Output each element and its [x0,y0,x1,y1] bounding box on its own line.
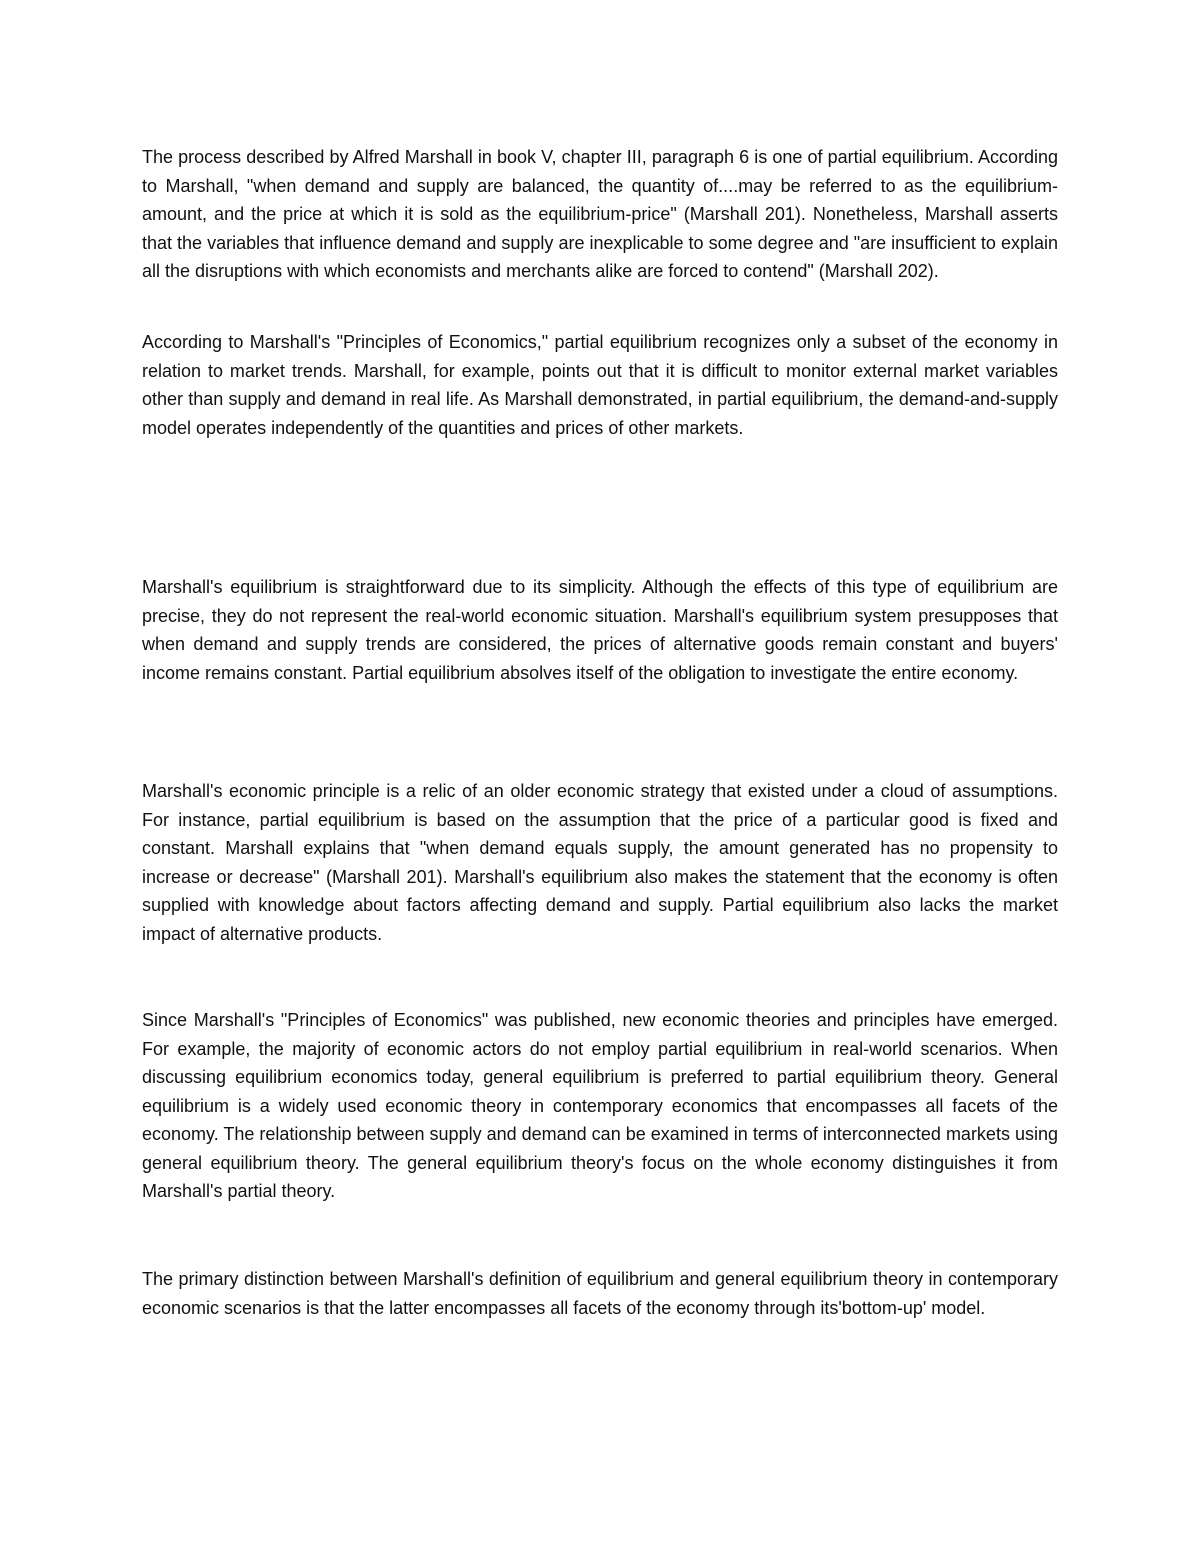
paragraph-partial-equilibrium-intro: The process described by Alfred Marshall in book V, chapter III, paragraph 6 is one of partial equilibrium. According to Marshall, "when demand and supply are balanced, the quantity of....may be referred to as the equilibrium-amount, and the price at which it is sold as the equilibrium-price" (Marshall 201). Nonetheless, Marshall asserts that the variables that influence demand and supply are inexplicable to some degree and "are insufficient to explain all the disruptions with which economists and merchants alike are forced to contend" (Marshall 202). [142,147,1058,281]
paragraph-general-equilibrium: Since Marshall's "Principles of Economics" was published, new economic theories and principles have emerged. For example, the majority of economic actors do not employ partial equilibrium in real-world scenarios. When discussing equilibrium economics today, general equilibrium is preferred to partial equilibrium theory. General equilibrium is a widely used economic theory in contemporary economics that encompasses all facets of the economy. The relationship between supply and demand can be examined in terms of interconnected markets using general equilibrium theory. The general equilibrium theory's focus on the whole economy distinguishes it from Marshall's partial theory. [142,1010,1058,1201]
paragraph-equilibrium-simplicity: Marshall's equilibrium is straightforward due to its simplicity. Although the effects of this type of equilibrium are precise, they do not represent the real-world economic situation. Marshall's equilibrium system presupposes that when demand and supply trends are considered, the prices of alternative goods remain constant and buyers' income remains constant. Partial equilibrium absolves itself of the obligation to investigate the entire economy. [142,577,1058,683]
paragraph-principles-of-economics: According to Marshall's "Principles of Economics," partial equilibrium recognizes only a subset of the economy in relation to market trends. Marshall, for example, points out that it is difficult to monitor external market variables other than supply and demand in real life. As Marshall demonstrated, in partial equilibrium, the demand-and-supply model operates independently of the quantities and prices of other markets. [142,332,1058,438]
paragraph-primary-distinction: The primary distinction between Marshall's definition of equilibrium and general equilibrium theory in contemporary economic scenarios is that the latter encompasses all facets of the economy through its'bottom-up' model. [142,1269,1058,1318]
paragraph-economic-principle-assumptions: Marshall's economic principle is a relic of an older economic strategy that existed under a cloud of assumptions. For instance, partial equilibrium is based on the assumption that the price of a particular good is fixed and constant. Marshall explains that "when demand equals supply, the amount generated has no propensity to increase or decrease" (Marshall 201). Marshall's equilibrium also makes the statement that the economy is often supplied with knowledge about factors affecting demand and supply. Partial equilibrium also lacks the market impact of alternative products. [142,781,1058,944]
